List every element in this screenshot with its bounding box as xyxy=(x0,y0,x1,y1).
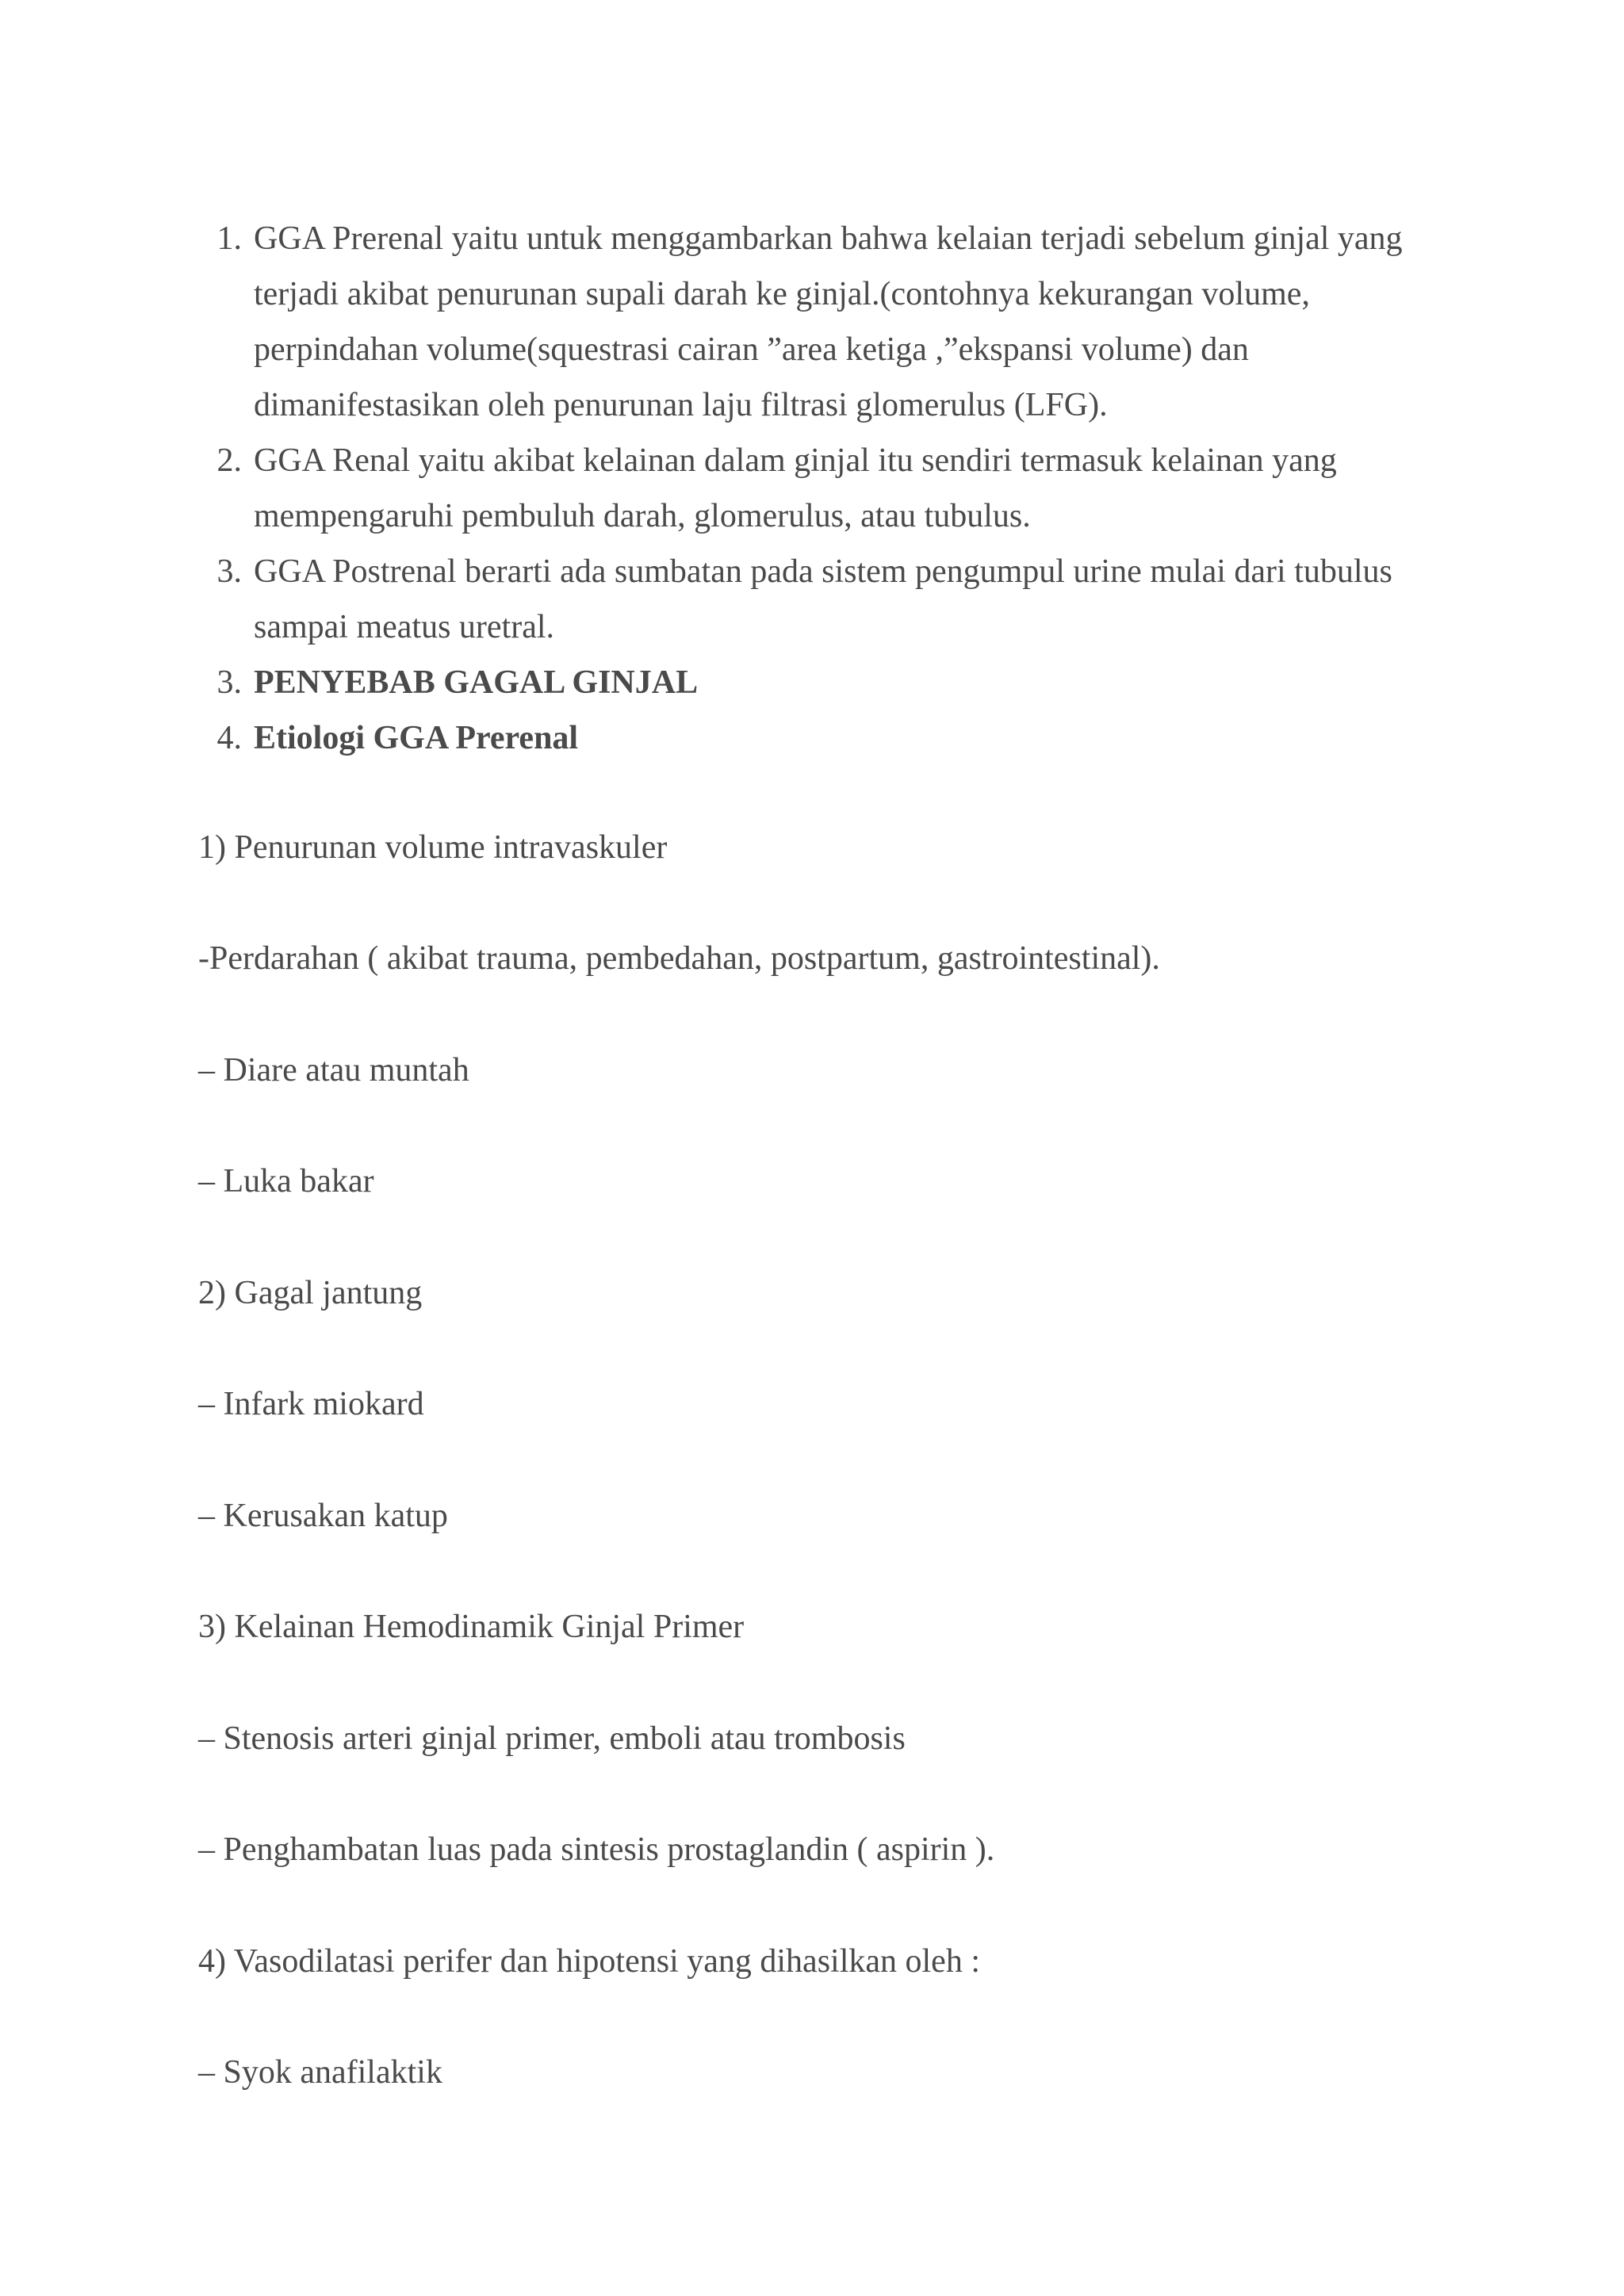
numbered-list xyxy=(198,211,1435,766)
paragraph: 3) Kelainan Hemodinamik Ginjal Primer xyxy=(198,1609,745,1645)
paragraph: 2) Gagal jantung xyxy=(198,1275,423,1311)
paragraph: – Luka bakar xyxy=(198,1163,374,1200)
paragraph: 4) Vasodilatasi perifer dan hipotensi yang dihasilkan oleh : xyxy=(198,1943,980,1980)
paragraph: 1) Penurunan volume intravaskuler xyxy=(198,829,668,866)
section-heading-number: 4. xyxy=(216,720,242,756)
paragraph: – Diare atau muntah xyxy=(198,1052,469,1089)
paragraph: – Stenosis arteri ginjal primer, emboli atau trombosis xyxy=(198,1720,906,1757)
paragraph: – Penghambatan luas pada sintesis prostaglandin ( aspirin ). xyxy=(198,1831,995,1868)
list-item xyxy=(198,433,1435,544)
section-heading xyxy=(198,710,1435,766)
paragraph: – Syok anafilaktik xyxy=(198,2054,442,2091)
list-item-text: GGA Postrenal berarti ada sumbatan pada sistem pengumpul urine mulai dari tubulus sampai meatus uretral. xyxy=(254,553,1392,645)
paragraph: – Kerusakan katup xyxy=(198,1498,448,1534)
list-item-number: 1. xyxy=(216,220,242,257)
list-item xyxy=(198,211,1435,433)
section-heading xyxy=(198,655,1435,710)
list-item xyxy=(198,544,1435,655)
list-item-text: GGA Prerenal yaitu untuk menggambarkan bahwa kelaian terjadi sebelum ginjal yang terjadi akibat penurunan supali darah ke ginjal.(contohnya kekurangan volume, perpindahan volume(squestrasi cairan ”area ketiga ,”ekspansi volume) dan dimanifestasikan oleh penurunan laju filtrasi glomerulus (LFG). xyxy=(254,220,1403,423)
section-heading-text: PENYEBAB GAGAL GINJAL xyxy=(254,664,699,701)
paragraph: -Perdarahan ( akibat trauma, pembedahan, postpartum, gastrointestinal). xyxy=(198,940,1160,977)
section-heading-number: 3. xyxy=(216,664,242,701)
section-heading-text: Etiologi GGA Prerenal xyxy=(254,720,579,756)
list-item-number: 3. xyxy=(216,553,242,590)
list-item-number: 2. xyxy=(216,442,242,479)
list-item-text: GGA Renal yaitu akibat kelainan dalam ginjal itu sendiri termasuk kelainan yang mempengaruhi pembuluh darah, glomerulus, atau tubulus. xyxy=(254,442,1337,534)
paragraph: – Infark miokard xyxy=(198,1386,424,1422)
